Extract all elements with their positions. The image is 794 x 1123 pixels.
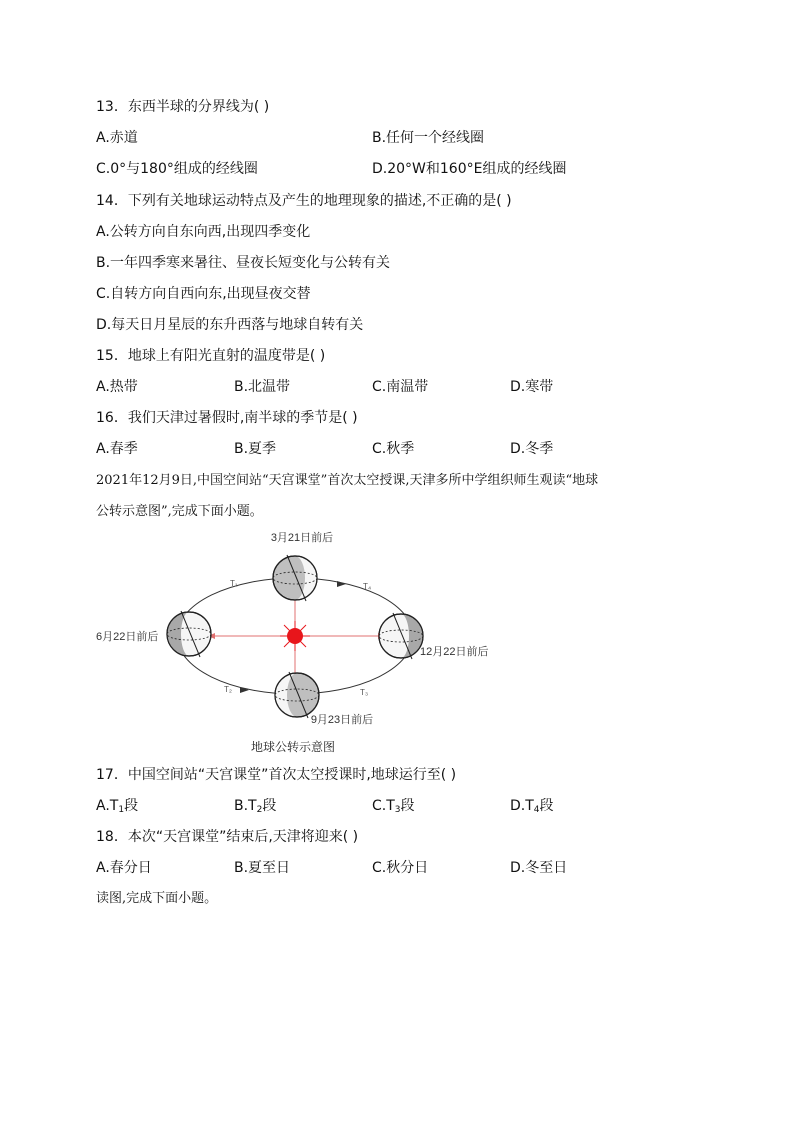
question-15-option-d: D.寒带 (510, 379, 554, 395)
question-18-option-b: B.夏至日 (234, 860, 291, 876)
question-17-option-b: $B.T_2$段 (234, 798, 277, 815)
question-14-option-a: A.公转方向自东向西,出现四季变化 (96, 224, 311, 240)
question-17-option-c: $C.T_3$段 (372, 798, 415, 815)
question-13-option-c: C.0°与180°组成的经线圈 (96, 161, 258, 177)
question-15-option-b: B.北温带 (234, 379, 291, 395)
question-13-stem: 13．东西半球的分界线为( ) (96, 99, 270, 115)
question-16-option-b: B.夏季 (234, 441, 277, 457)
earth-revolution-diagram (90, 525, 510, 760)
question-16-option-d: D.冬季 (510, 441, 554, 457)
earth-september-23 (275, 672, 319, 718)
segment-label-t4: T₄ (363, 582, 372, 591)
orbit-arrow-top (337, 581, 346, 587)
label-december-22: 12月22日前后 (420, 646, 489, 658)
question-18-stem: 18．本次“天宫课堂”结束后,天津将迎来( ) (96, 829, 359, 845)
question-15-option-c: C.南温带 (372, 379, 429, 395)
question-13-option-a: A.赤道 (96, 130, 138, 146)
question-17-stem: 17．中国空间站“天宫课堂”首次太空授课时,地球运行至( ) (96, 767, 457, 783)
question-15-option-a: A.热带 (96, 379, 138, 395)
intro-line-2: 公转示意图”,完成下面小题。 (96, 504, 263, 519)
diagram-caption: 地球公转示意图 (250, 740, 336, 754)
outro-text: 读图,完成下面小题。 (96, 891, 218, 906)
orbit-arrow-bottom (240, 687, 249, 693)
earth-december-22 (379, 613, 423, 659)
question-14-option-b: B.一年四季寒来暑往、昼夜长短变化与公转有关 (96, 255, 391, 271)
question-15-stem: 15．地球上有阳光直射的温度带是( ) (96, 348, 326, 364)
question-13-option-d: D.20°W和160°E组成的经线圈 (372, 161, 567, 177)
label-march-21: 3月21日前后 (270, 532, 334, 544)
label-september-23: 9月23日前后 (310, 714, 374, 726)
label-june-22: 6月22日前后 (96, 631, 159, 643)
sun-icon (280, 621, 310, 651)
question-16-option-c: C.秋季 (372, 441, 415, 457)
question-13-option-b: B.任何一个经线圈 (372, 130, 485, 146)
earth-june-22 (167, 611, 211, 657)
question-16-stem: 16．我们天津过暑假时,南半球的季节是( ) (96, 410, 358, 426)
intro-line-1: 2021年12月9日,中国空间站“天宫课堂”首次太空授课,天津多所中学组织师生观读“地球 (96, 473, 599, 488)
question-17-option-d: $D.T_4$段 (510, 798, 554, 815)
question-18-option-d: D.冬至日 (510, 860, 568, 876)
segment-label-t3: T₃ (360, 688, 369, 697)
segment-label-t1: T₁ (230, 579, 238, 588)
question-18-option-a: A.春分日 (96, 860, 152, 876)
question-18-option-c: C.秋分日 (372, 860, 429, 876)
earth-march-21 (273, 555, 317, 601)
segment-label-t2: T₂ (224, 685, 232, 694)
question-14-option-c: C.自转方向自西向东,出现昼夜交替 (96, 286, 311, 302)
question-17-option-a: $A.T_1$段 (96, 798, 139, 815)
question-14-option-d: D.每天日月星辰的东升西落与地球自转有关 (96, 317, 364, 333)
question-14-stem: 14．下列有关地球运动特点及产生的地理现象的描述,不正确的是( ) (96, 193, 512, 209)
question-16-option-a: A.春季 (96, 441, 138, 457)
